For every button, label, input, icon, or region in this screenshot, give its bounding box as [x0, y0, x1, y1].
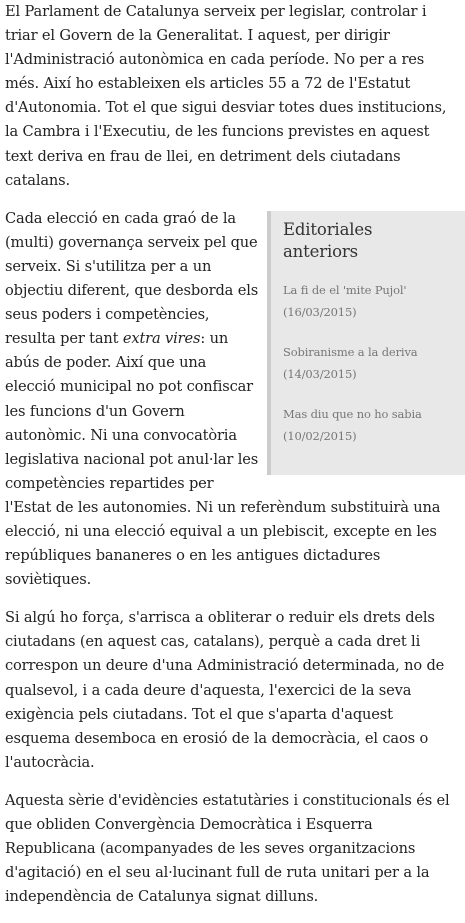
sidebar-item-label[interactable]: Mas diu que no ho sabia: [283, 406, 422, 421]
sidebar-item-link[interactable]: [283, 403, 451, 447]
sidebar-item[interactable]: [283, 341, 451, 385]
sidebar-title: Editoriales anteriors: [283, 219, 373, 261]
paragraph-2-text-a: Cada elecció en cada graó de la (multi) governança serveix pel que serveix. Si s'utilitza per a un objectiu diferent, que desborda els seus poders i competències, resulta per tant: [5, 209, 259, 348]
sidebar-list: [283, 279, 451, 447]
paragraph-2-text-b: : un abús de poder. Així que una elecció municipal no pot confiscar les funcions d'un Govern autonòmic. Ni una convocatòria legislativa nacional pot anul·lar les competències repartides per l'Estat de les autonomies. Ni un referèndum substituirà una elecció, ni una elecció equival a un plebiscit, excepte en les repúbliques bananeres o en les antigues dictadures soviètiques.: [5, 330, 441, 589]
previous-editorials-box: [267, 211, 465, 475]
sidebar-item-link[interactable]: [283, 279, 451, 323]
sidebar-item-link[interactable]: [283, 341, 451, 385]
sidebar-item[interactable]: [283, 279, 451, 323]
paragraph-1: El Parlament de Catalunya serveix per legislar, controlar i triar el Govern de la Generalitat. I aquest, per dirigir l'Administració autonòmica en cada període. No per a res més. Així ho estableixen els articles 55 a 72 de l'Estatut d'Autonomia. Tot el que sigui desviar totes dues institucions, la Cambra i l'Executiu, de les funcions previstes en aquest text deriva en frau de llei, en detriment dels ciutadans catalans.: [5, 3, 447, 189]
sidebar-item-label[interactable]: Sobiranisme a la deriva: [283, 344, 418, 359]
article-body: [5, 0, 460, 923]
sidebar-item-date[interactable]: (10/02/2015): [283, 428, 357, 443]
paragraph-4: Aquesta sèrie d'evidències estatutàries i constitucionals és el que obliden Convergència Democràtica i Esquerra Republicana (acompanyades de les seves organitzacions d'agitació) en el seu al·lucinant full de ruta unitari per a la independència de Catalunya signat dilluns.: [5, 791, 450, 906]
paragraph-3: Si algú ho força, s'arrisca a obliterar o reduir els drets dels ciutadans (en aquest cas, catalans), perquè a cada dret li correspon un deure d'una Administració determinada, no de qualsevol, i a cada deure d'aquesta, l'exercici de la seva exigència pels ciutadans. Tot el que s'aparta d'aquest esquema desemboca en erosió de la democràcia, el caos o l'autocràcia.: [5, 609, 445, 771]
sidebar-item[interactable]: [283, 403, 451, 447]
sidebar-item-date[interactable]: (16/03/2015): [283, 304, 357, 319]
sidebar-item-label[interactable]: La fi de el 'mite Pujol': [283, 282, 407, 297]
sidebar-item-date[interactable]: (14/03/2015): [283, 366, 357, 381]
paragraph-2-emphasis: extra vires: [122, 330, 201, 348]
